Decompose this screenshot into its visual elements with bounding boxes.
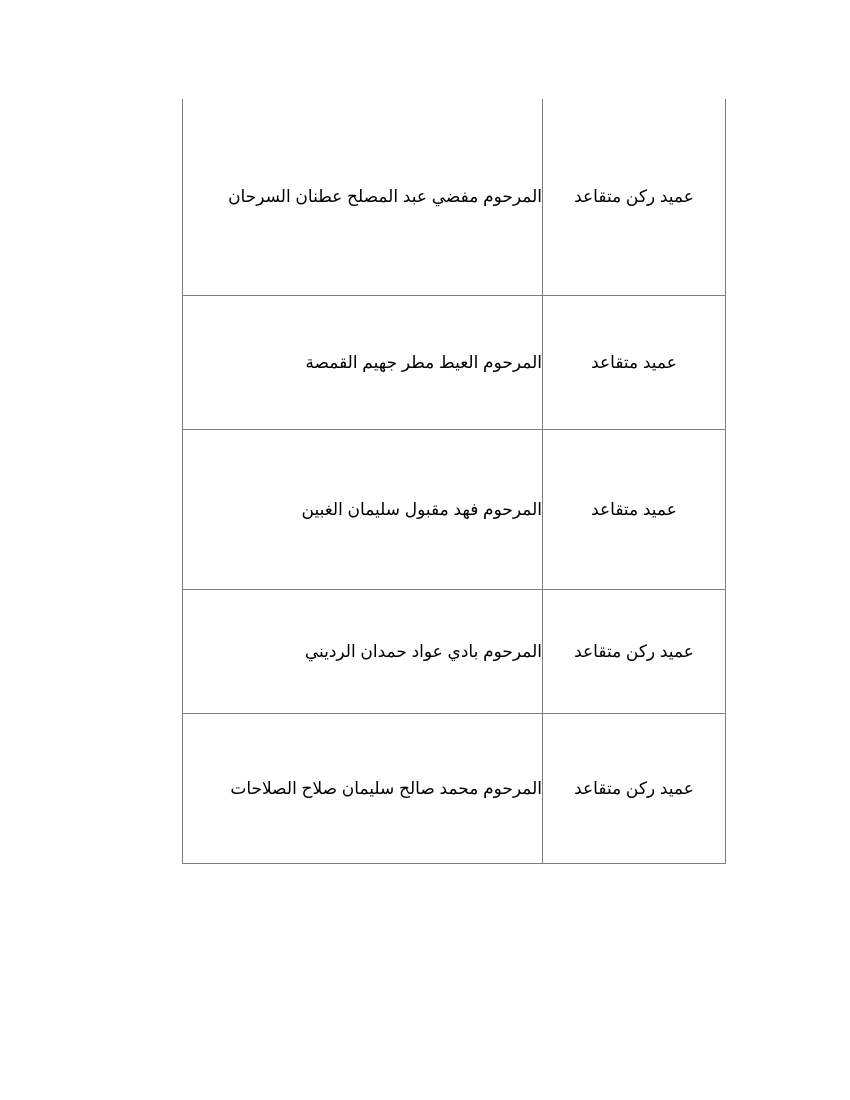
name-cell: المرحوم محمد صالح سليمان صلاح الصلاحات xyxy=(183,714,543,864)
rank-cell: عميد ركن متقاعد xyxy=(543,714,726,864)
table-row xyxy=(183,714,726,864)
name-cell: المرحوم مفضي عبد المصلح عطنان السرحان xyxy=(183,99,543,296)
name-cell: المرحوم بادي عواد حمدان الرديني xyxy=(183,590,543,714)
name-cell: المرحوم فهد مقبول سليمان الغبين xyxy=(183,430,543,590)
retired-officers-table xyxy=(182,99,726,864)
table-row xyxy=(183,99,726,296)
name-cell: المرحوم العيط مطر جهيم القمصة xyxy=(183,296,543,430)
rank-cell: عميد ركن متقاعد xyxy=(543,99,726,296)
table-row xyxy=(183,296,726,430)
rank-cell: عميد متقاعد xyxy=(543,296,726,430)
table-row xyxy=(183,590,726,714)
rank-cell: عميد ركن متقاعد xyxy=(543,590,726,714)
table-row xyxy=(183,430,726,590)
rank-cell: عميد متقاعد xyxy=(543,430,726,590)
